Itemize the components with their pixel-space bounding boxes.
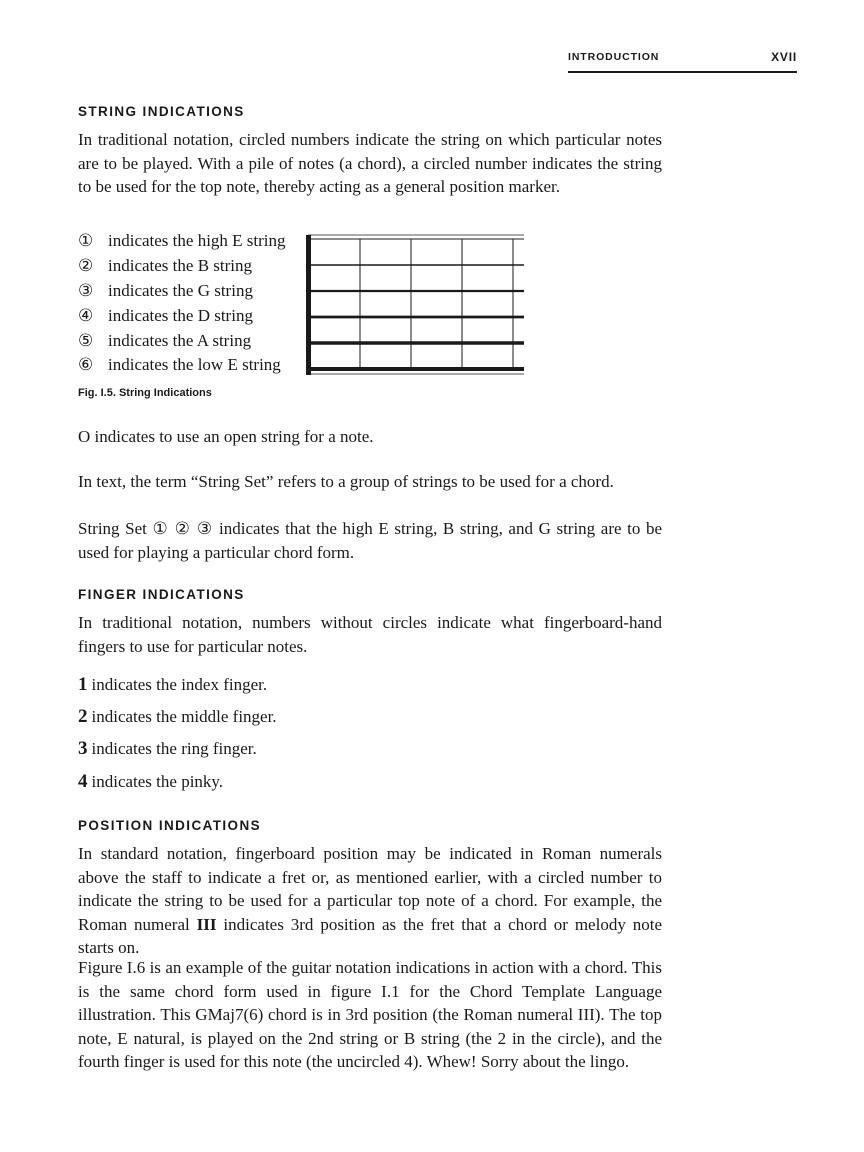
- position-text-a: In standard notation, fingerboard position may be indicated in Roman numerals above the staff to indicate a fret or, as mentioned earlier, with a circled number to indicate the string to be used for a particular top note of a chord. For example, the Roman numeral: [78, 844, 662, 934]
- finger-text: indicates the ring finger.: [91, 739, 257, 758]
- finger-number: 2: [78, 706, 88, 727]
- finger-item: [78, 706, 277, 728]
- legend-text: indicates the A string: [108, 330, 252, 350]
- position-paragraph-1: [78, 842, 662, 960]
- legend-item: [78, 353, 286, 378]
- circled-number: ③: [78, 280, 94, 300]
- circled-number: ①: [78, 231, 94, 251]
- string-indications-intro: In traditional notation, circled numbers indicate the string on which particular notes are to be played. With a pile of notes (a chord), a circled number indicates the string to be used for the top note, thereby acting as a general position marker.: [78, 130, 662, 196]
- finger-indications-intro: In traditional notation, numbers without circles indicate what fingerboard-hand fingers to use for particular notes.: [78, 613, 662, 656]
- finger-item: [78, 771, 223, 793]
- circled-number: ⑥: [78, 355, 94, 375]
- legend-item: [78, 328, 286, 353]
- finger-indications-heading: FINGER INDICATIONS: [78, 587, 245, 602]
- string-legend: [78, 229, 286, 378]
- running-head: [568, 50, 797, 73]
- circled-number: ⑤: [78, 330, 94, 350]
- page-number: XVII: [771, 50, 797, 64]
- legend-text: indicates the low E string: [108, 355, 281, 375]
- string-indications-heading: STRING INDICATIONS: [78, 104, 245, 119]
- finger-item: [78, 674, 267, 696]
- position-indications-heading: POSITION INDICATIONS: [78, 818, 262, 833]
- legend-text: indicates the D string: [108, 305, 253, 325]
- open-string-text: O indicates to use an open string for a note.: [78, 427, 374, 446]
- running-head-section: INTRODUCTION: [568, 51, 660, 63]
- legend-item: [78, 254, 286, 279]
- string-set-example: String Set ① ② ③ indicates that the high E string, B string, and G string are to be used for playing a particular chord form.: [78, 519, 662, 562]
- fretboard-diagram: [306, 233, 526, 378]
- legend-text: indicates the high E string: [108, 231, 286, 251]
- finger-number: 3: [78, 738, 88, 759]
- finger-text: indicates the pinky.: [91, 772, 224, 791]
- nut: [306, 235, 311, 375]
- legend-item: [78, 303, 286, 328]
- figure-caption: Fig. I.5. String Indications: [78, 387, 212, 399]
- legend-text: indicates the B string: [108, 256, 253, 276]
- finger-item: [78, 738, 257, 760]
- finger-number: 4: [78, 771, 88, 792]
- finger-number: 1: [78, 674, 88, 695]
- legend-item: [78, 229, 286, 254]
- circled-number: ②: [78, 256, 94, 276]
- position-paragraph-2: Figure I.6 is an example of the guitar notation indications in action with a chord. This is the same chord form used in figure I.1 for the Chord Template Language illustration. This GMaj7(6) chord is in 3rd position (the Roman numeral III). The top note, E natural, is played on the 2nd string or B string (the 2 in the circle), and the fourth finger is used for this note (the uncircled 4). Whew! Sorry about the lingo.: [78, 958, 662, 1071]
- finger-text: indicates the middle finger.: [91, 707, 277, 726]
- position-text-b: indicates 3rd position as the fret that a chord or melody note starts on.: [78, 914, 662, 957]
- finger-text: indicates the index finger.: [91, 675, 268, 694]
- string-set-term: In text, the term “String Set” refers to a group of strings to be used for a chord.: [78, 472, 614, 491]
- roman-numeral: III: [196, 914, 217, 934]
- circled-number: ④: [78, 305, 94, 325]
- legend-text: indicates the G string: [108, 280, 253, 300]
- legend-item: [78, 279, 286, 304]
